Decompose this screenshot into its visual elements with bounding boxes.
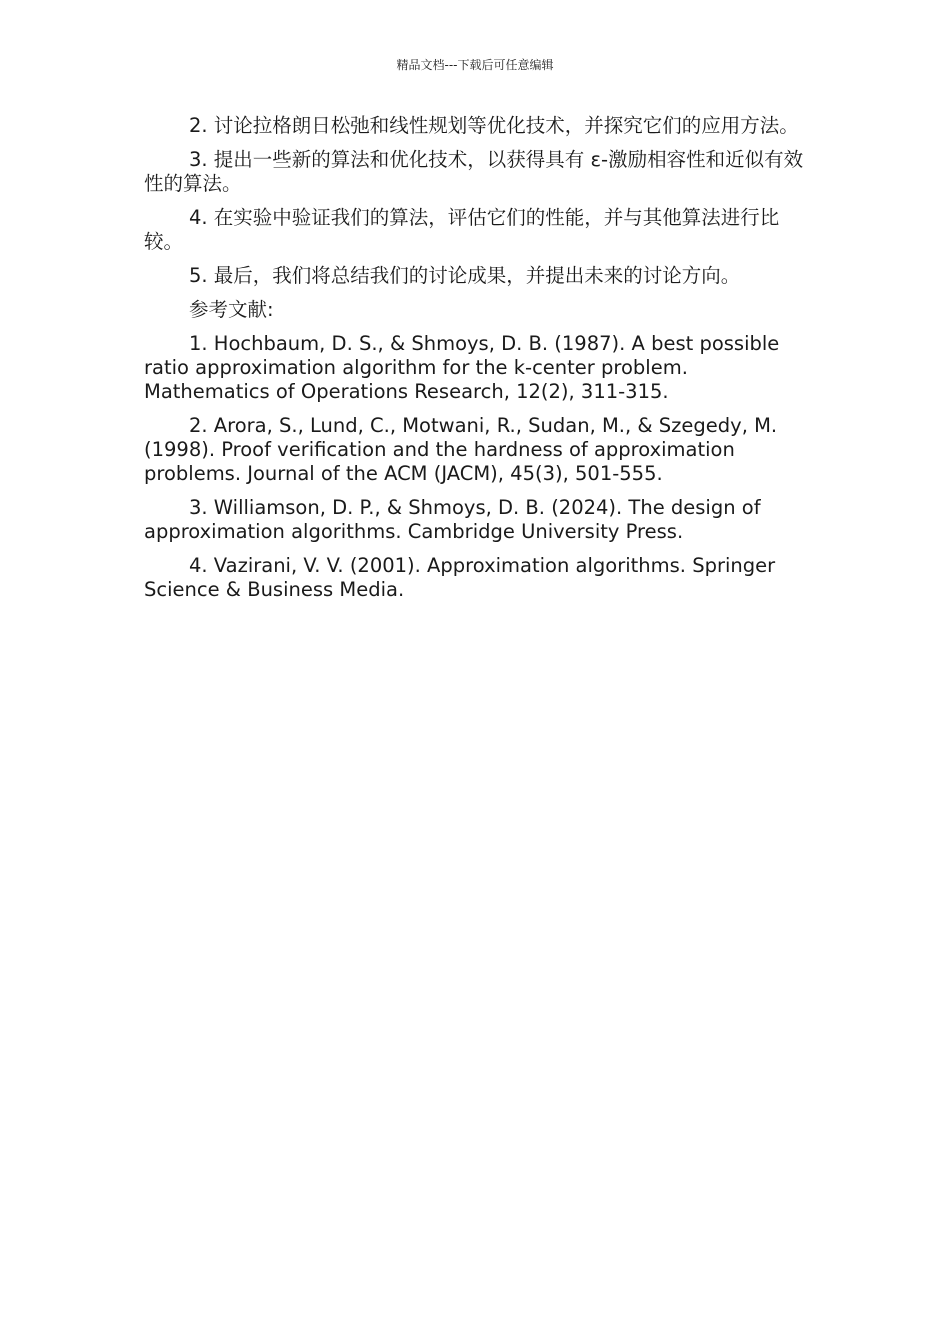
- reference-item: 3. Williamson, D. P., & Shmoys, D. B. (2024). The design of approximation algorithms. Cambridge University Press.: [144, 496, 761, 543]
- reference-item: 2. Arora, S., Lund, C., Motwani, R., Sudan, M., & Szegedy, M. (1998). Proof verification and the hardness of approximation problems. Journal of the ACM (JACM), 45(3), 501-555.: [144, 414, 778, 485]
- body-item: 3. 提出一些新的算法和优化技术，以获得具有 ε-激励相容性和近似有效性的算法。: [144, 148, 804, 195]
- body-item: 4. 在实验中验证我们的算法，评估它们的性能，并与其他算法进行比较。: [144, 206, 780, 253]
- reference-item: 4. Vazirani, V. V. (2001). Approximation algorithms. Springer Science & Business Media.: [144, 554, 776, 601]
- body-item: 5. 最后，我们将总结我们的讨论成果，并提出未来的讨论方向。: [189, 264, 741, 287]
- page-header: 精品文档---下载后可任意编辑: [396, 58, 554, 72]
- body-item: 2. 讨论拉格朗日松弛和线性规划等优化技术，并探究它们的应用方法。: [189, 114, 799, 137]
- references-heading: 参考文献:: [189, 298, 274, 321]
- reference-item: 1. Hochbaum, D. S., & Shmoys, D. B. (1987). A best possible ratio approximation algorithm for the k-center problem. Mathematics of Operations Research, 12(2), 311-315.: [144, 332, 780, 403]
- document-body: [144, 114, 809, 612]
